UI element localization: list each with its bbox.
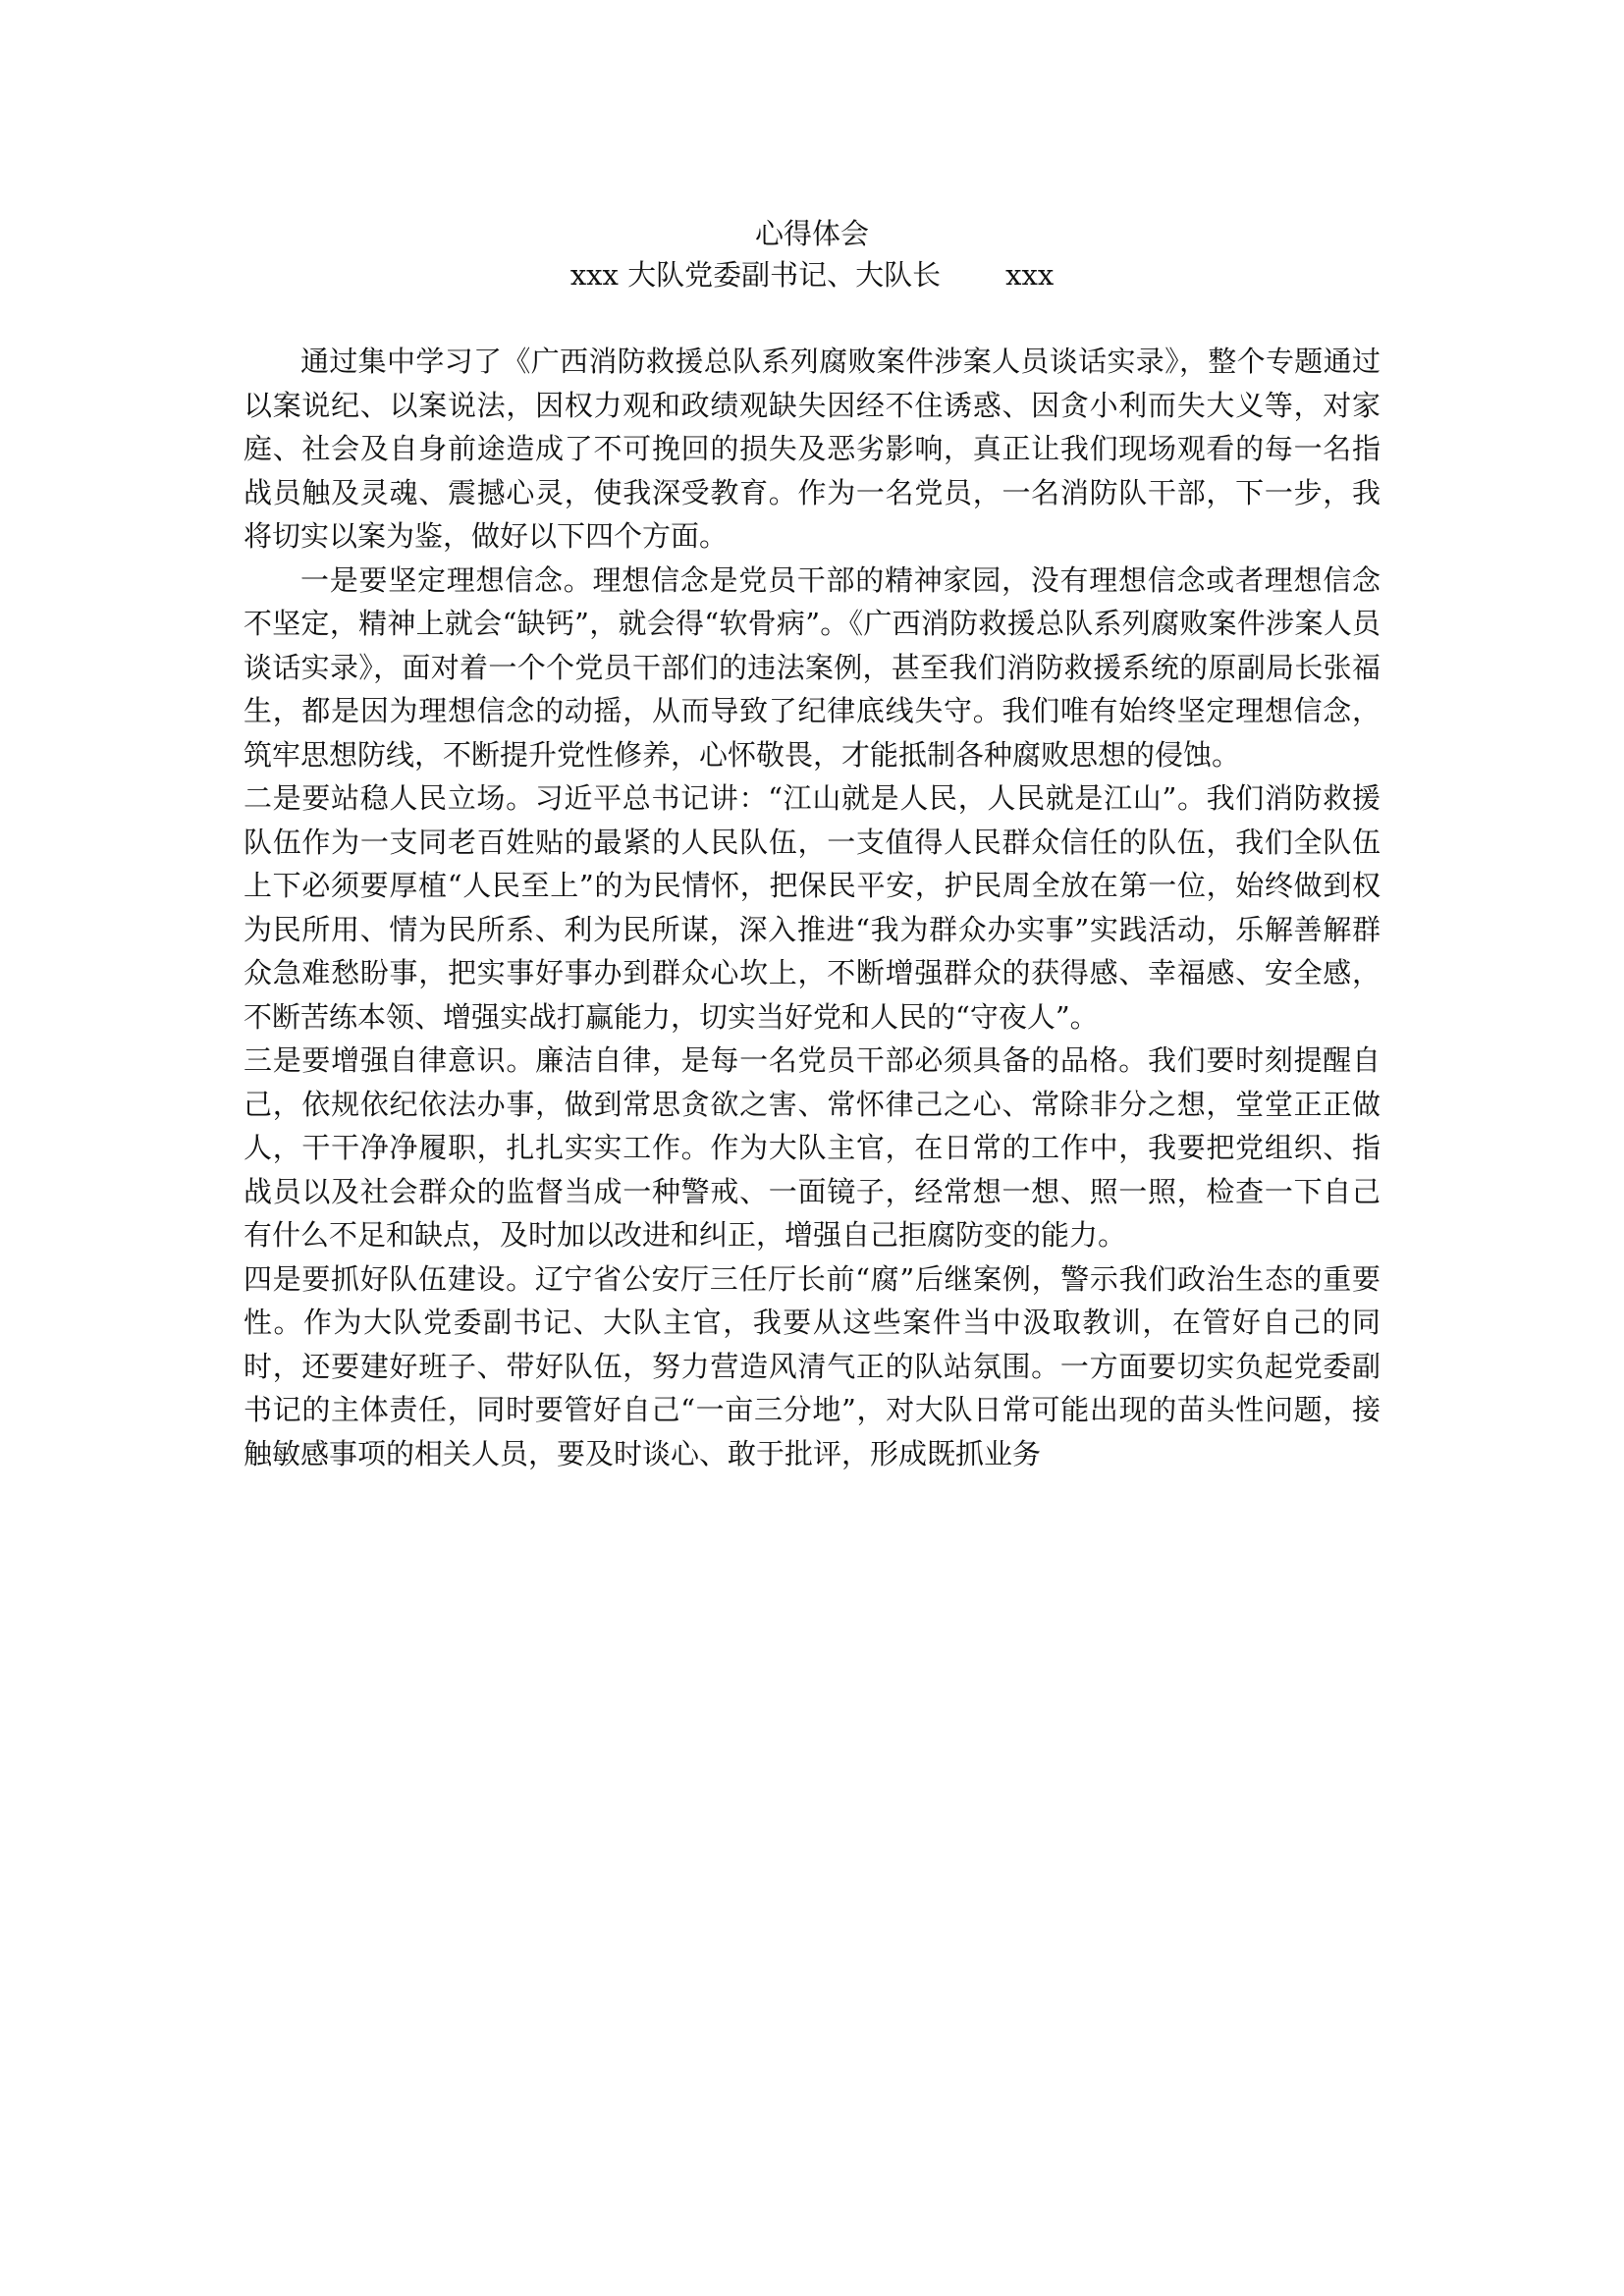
paragraph-point-2: 二是要站稳人民立场。习近平总书记讲：“江山就是人民，人民就是江山”。我们消防救援队伍作为一支同老百姓贴的最紧的人民队伍，一支值得人民群众信任的队伍，我们全队伍上下必须要厚植“人民至上”的为民情怀，把保民平安，护民周全放在第一位，始终做到权为民所用、情为民所系、利为民所谋，深入推进“我为群众办实事”实践活动，乐解善解群众急难愁盼事，把实事好事办到群众心坎上，不断增强群众的获得感、幸福感、安全感，不断苦练本领、增强实战打赢能力，切实当好党和人民的“守夜人”。 (244, 781, 1380, 1034)
document-header (0, 214, 1624, 296)
author-role: xxx 大队党委副书记、大队长 (569, 258, 942, 292)
paragraph-point-4: 四是要抓好队伍建设。辽宁省公安厅三任厅长前“腐”后继案例，警示我们政治生态的重要性。作为大队党委副书记、大队主官，我要从这些案件当中汲取教训，在管好自己的同时，还要建好班子、带好队伍，努力营造风清气正的队站氛围。一方面要切实负起党委副书记的主体责任，同时要管好自己“一亩三分地”，对大队日常可能出现的苗头性问题，接触敏感事项的相关人员，要及时谈心、敢于批评，形成既抓业务 (244, 1261, 1380, 1470)
document-title: 心得体会 (754, 217, 869, 250)
document-body (244, 340, 1380, 1475)
paragraph-point-1: 一是要坚定理想信念。理想信念是党员干部的精神家园，没有理想信念或者理想信念不坚定，精神上就会“缺钙”，就会得“软骨病”。《广西消防救援总队系列腐败案件涉案人员谈话实录》，面对着一个个党员干部们的违法案例，甚至我们消防救援系统的原副局长张福生，都是因为理想信念的动摇，从而导致了纪律底线失守。我们唯有始终坚定理想信念，筑牢思想防线，不断提升党性修养，心怀敬畏，才能抵制各种腐败思想的侵蚀。 (244, 562, 1380, 772)
paragraph-intro: 通过集中学习了《广西消防救援总队系列腐败案件涉案人员谈话实录》，整个专题通过以案说纪、以案说法，因权力观和政绩观缺失因经不住诱惑、因贪小利而失大义等，对家庭、社会及自身前途造成了不可挽回的损失及恶劣影响，真正让我们现场观看的每一名指战员触及灵魂、震撼心灵，使我深受教育。作为一名党员，一名消防队干部，下一步，我将切实以案为鉴，做好以下四个方面。 (244, 345, 1380, 553)
paragraph-point-3: 三是要增强自律意识。廉洁自律，是每一名党员干部必须具备的品格。我们要时刻提醒自己，依规依纪依法办事，做到常思贪欲之害、常怀律己之心、常除非分之想，堂堂正正做人，干干净净履职，扎扎实实工作。作为大队主官，在日常的工作中，我要把党组织、指战员以及社会群众的监督当成一种警戒、一面镜子，经常想一想、照一照，检查一下自己有什么不足和缺点，及时加以改进和纠正，增强自己拒腐防变的能力。 (244, 1043, 1380, 1252)
author-name: xxx (1005, 258, 1055, 292)
author-byline (0, 253, 1624, 296)
